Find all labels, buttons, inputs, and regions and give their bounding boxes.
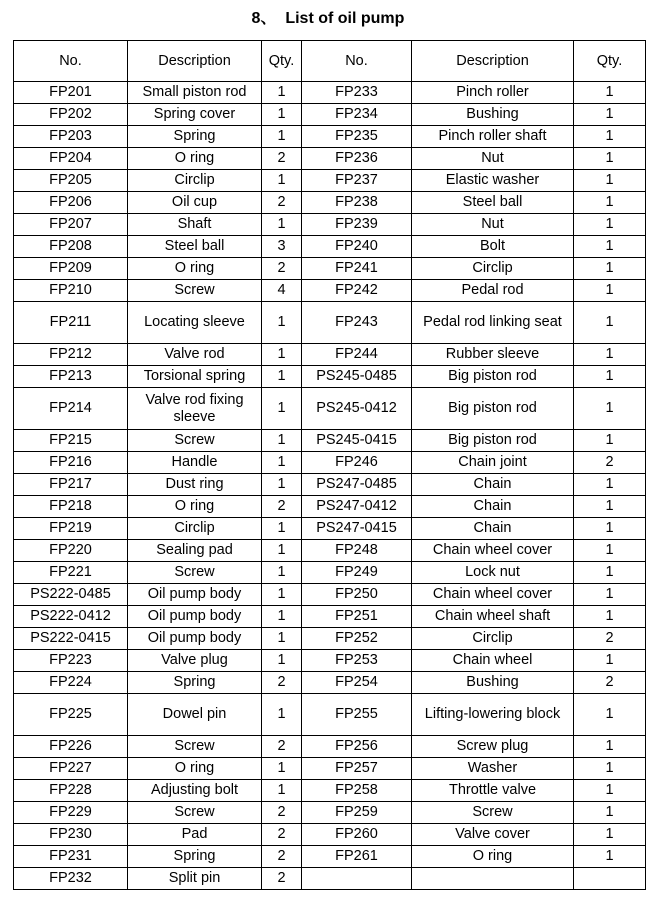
qty-cell-right: 1 <box>574 366 646 388</box>
table-row <box>14 236 646 258</box>
description-cell-right: Chain wheel <box>412 650 574 672</box>
table-row <box>14 802 646 824</box>
table-row <box>14 650 646 672</box>
description-cell-left: Torsional spring <box>128 366 262 388</box>
qty-cell-left: 1 <box>262 628 302 650</box>
table-row <box>14 606 646 628</box>
qty-cell-right: 1 <box>574 474 646 496</box>
part-no-cell-right: FP248 <box>302 540 412 562</box>
qty-cell-left: 3 <box>262 236 302 258</box>
table-row <box>14 388 646 430</box>
description-cell-right: Nut <box>412 148 574 170</box>
table-row <box>14 824 646 846</box>
description-cell-right: O ring <box>412 846 574 868</box>
part-no-cell-left: FP224 <box>14 672 128 694</box>
qty-cell-left: 1 <box>262 452 302 474</box>
qty-cell-left: 1 <box>262 170 302 192</box>
table-row <box>14 148 646 170</box>
description-cell-left: Circlip <box>128 518 262 540</box>
description-cell-left: Spring <box>128 672 262 694</box>
qty-cell-left: 2 <box>262 672 302 694</box>
part-no-cell-left: FP202 <box>14 104 128 126</box>
part-no-cell-left: FP212 <box>14 344 128 366</box>
qty-cell-right: 1 <box>574 236 646 258</box>
description-cell-left: Screw <box>128 430 262 452</box>
part-no-cell-right: FP249 <box>302 562 412 584</box>
table-row <box>14 82 646 104</box>
part-no-cell-right: FP241 <box>302 258 412 280</box>
description-cell-right: Bushing <box>412 104 574 126</box>
description-cell-left: Spring <box>128 846 262 868</box>
table-row <box>14 672 646 694</box>
qty-cell-right: 1 <box>574 846 646 868</box>
part-no-cell-left: FP231 <box>14 846 128 868</box>
table-row <box>14 452 646 474</box>
header-description-right: Description <box>412 41 574 82</box>
part-no-cell-left: FP214 <box>14 388 128 430</box>
qty-cell-right: 1 <box>574 258 646 280</box>
qty-cell-right: 1 <box>574 736 646 758</box>
qty-cell-left: 2 <box>262 496 302 518</box>
table-row <box>14 868 646 890</box>
description-cell-right: Pedal rod <box>412 280 574 302</box>
part-no-cell-left: FP204 <box>14 148 128 170</box>
part-no-cell-left: FP216 <box>14 452 128 474</box>
part-no-cell-left: PS222-0415 <box>14 628 128 650</box>
qty-cell-left: 1 <box>262 584 302 606</box>
table-row <box>14 846 646 868</box>
part-no-cell-right: PS247-0412 <box>302 496 412 518</box>
description-cell-right: Chain <box>412 474 574 496</box>
table-row <box>14 302 646 344</box>
description-cell-left: Oil cup <box>128 192 262 214</box>
qty-cell-left: 2 <box>262 192 302 214</box>
description-cell-right: Elastic washer <box>412 170 574 192</box>
part-no-cell-left: FP201 <box>14 82 128 104</box>
header-no-right: No. <box>302 41 412 82</box>
qty-cell-left: 2 <box>262 868 302 890</box>
header-qty-right: Qty. <box>574 41 646 82</box>
qty-cell-left: 1 <box>262 540 302 562</box>
qty-cell-right: 1 <box>574 562 646 584</box>
part-no-cell-left: FP225 <box>14 694 128 736</box>
page-title: 8、 List of oil pump <box>251 10 405 27</box>
description-cell-right: Chain wheel cover <box>412 584 574 606</box>
table-row <box>14 780 646 802</box>
part-no-cell-right: FP237 <box>302 170 412 192</box>
description-cell-left: Spring <box>128 126 262 148</box>
part-no-cell-left: FP223 <box>14 650 128 672</box>
part-no-cell-right: FP256 <box>302 736 412 758</box>
description-cell-left: Adjusting bolt <box>128 780 262 802</box>
part-no-cell-right: FP253 <box>302 650 412 672</box>
qty-cell-left: 1 <box>262 126 302 148</box>
part-no-cell-left: FP211 <box>14 302 128 344</box>
part-no-cell-left: PS222-0485 <box>14 584 128 606</box>
table-row <box>14 584 646 606</box>
description-cell-left: Circlip <box>128 170 262 192</box>
qty-cell-left: 2 <box>262 846 302 868</box>
description-cell-right: Big piston rod <box>412 366 574 388</box>
description-cell-left: Screw <box>128 802 262 824</box>
description-cell-right: Big piston rod <box>412 430 574 452</box>
description-cell-right: Steel ball <box>412 192 574 214</box>
description-cell-left: O ring <box>128 258 262 280</box>
part-no-cell-left: FP219 <box>14 518 128 540</box>
table-row <box>14 430 646 452</box>
part-no-cell-right: PS247-0485 <box>302 474 412 496</box>
part-no-cell-left: FP205 <box>14 170 128 192</box>
part-no-cell-left: FP229 <box>14 802 128 824</box>
qty-cell-left: 1 <box>262 104 302 126</box>
oil-pump-parts-table <box>13 40 646 890</box>
qty-cell-left: 1 <box>262 388 302 430</box>
part-no-cell-right: FP243 <box>302 302 412 344</box>
qty-cell-left: 1 <box>262 82 302 104</box>
description-cell-right: Washer <box>412 758 574 780</box>
qty-cell-left: 1 <box>262 366 302 388</box>
description-cell-left: O ring <box>128 496 262 518</box>
part-no-cell-left: FP207 <box>14 214 128 236</box>
description-cell-left: Shaft <box>128 214 262 236</box>
description-cell-left: Dowel pin <box>128 694 262 736</box>
qty-cell-right: 2 <box>574 672 646 694</box>
description-cell-right: Lifting-lowering block <box>412 694 574 736</box>
qty-cell-left: 1 <box>262 758 302 780</box>
table-row <box>14 344 646 366</box>
part-no-cell-right: FP261 <box>302 846 412 868</box>
qty-cell-right: 1 <box>574 650 646 672</box>
qty-cell-right: 1 <box>574 758 646 780</box>
table-row <box>14 280 646 302</box>
table-row <box>14 126 646 148</box>
qty-cell-right: 1 <box>574 496 646 518</box>
description-cell-right: Chain <box>412 518 574 540</box>
qty-cell-right: 1 <box>574 430 646 452</box>
part-no-cell-left: FP215 <box>14 430 128 452</box>
description-cell-left: Valve rod <box>128 344 262 366</box>
part-no-cell-left: FP227 <box>14 758 128 780</box>
table-row <box>14 736 646 758</box>
description-cell-right: Nut <box>412 214 574 236</box>
description-cell-left: Valve rod fixing sleeve <box>128 388 262 430</box>
description-cell-right: Circlip <box>412 258 574 280</box>
description-cell-left: Small piston rod <box>128 82 262 104</box>
part-no-cell-right: FP246 <box>302 452 412 474</box>
part-no-cell-right: FP250 <box>302 584 412 606</box>
header-qty-left: Qty. <box>262 41 302 82</box>
table-row <box>14 104 646 126</box>
description-cell-left: Pad <box>128 824 262 846</box>
description-cell-left: Screw <box>128 280 262 302</box>
qty-cell-left: 1 <box>262 302 302 344</box>
part-no-cell-right: FP235 <box>302 126 412 148</box>
qty-cell-left: 1 <box>262 344 302 366</box>
description-cell-left: O ring <box>128 148 262 170</box>
part-no-cell-left: FP226 <box>14 736 128 758</box>
part-no-cell-left: FP218 <box>14 496 128 518</box>
part-no-cell-right: PS247-0415 <box>302 518 412 540</box>
part-no-cell-right: FP239 <box>302 214 412 236</box>
qty-cell-right: 1 <box>574 606 646 628</box>
table-row <box>14 170 646 192</box>
table-row <box>14 496 646 518</box>
qty-cell-left: 1 <box>262 430 302 452</box>
part-no-cell-right: FP255 <box>302 694 412 736</box>
qty-cell-left: 1 <box>262 780 302 802</box>
part-no-cell-right: FP252 <box>302 628 412 650</box>
qty-cell-right: 2 <box>574 452 646 474</box>
table-row <box>14 214 646 236</box>
description-cell-right: Pedal rod linking seat <box>412 302 574 344</box>
description-cell-right: Bushing <box>412 672 574 694</box>
qty-cell-right: 1 <box>574 126 646 148</box>
table-row <box>14 540 646 562</box>
part-no-cell-right: FP234 <box>302 104 412 126</box>
part-no-cell-right: FP238 <box>302 192 412 214</box>
part-no-cell-left: FP232 <box>14 868 128 890</box>
description-cell-right: Pinch roller shaft <box>412 126 574 148</box>
part-no-cell-right: FP236 <box>302 148 412 170</box>
description-cell-right: Chain wheel cover <box>412 540 574 562</box>
part-no-cell-right: PS245-0485 <box>302 366 412 388</box>
qty-cell-right: 1 <box>574 82 646 104</box>
part-no-cell-right: FP258 <box>302 780 412 802</box>
table-body <box>14 82 646 890</box>
qty-cell-right: 1 <box>574 540 646 562</box>
qty-cell-left: 2 <box>262 802 302 824</box>
description-cell-left: Oil pump body <box>128 584 262 606</box>
qty-cell-left: 1 <box>262 214 302 236</box>
qty-cell-right: 1 <box>574 518 646 540</box>
part-no-cell-left: FP208 <box>14 236 128 258</box>
table-header-row <box>14 41 646 82</box>
part-no-cell-right: FP242 <box>302 280 412 302</box>
table-row <box>14 366 646 388</box>
qty-cell-left: 1 <box>262 562 302 584</box>
description-cell-left: Steel ball <box>128 236 262 258</box>
part-no-cell-right: FP260 <box>302 824 412 846</box>
qty-cell-left: 1 <box>262 694 302 736</box>
description-cell-left: Oil pump body <box>128 628 262 650</box>
description-cell-left: Handle <box>128 452 262 474</box>
table-row <box>14 258 646 280</box>
qty-cell-right: 1 <box>574 584 646 606</box>
description-cell-left: Valve plug <box>128 650 262 672</box>
part-no-cell-left: FP210 <box>14 280 128 302</box>
part-no-cell-right: FP233 <box>302 82 412 104</box>
part-no-cell-right <box>302 868 412 890</box>
header-description-left: Description <box>128 41 262 82</box>
qty-cell-right: 1 <box>574 388 646 430</box>
description-cell-right: Lock nut <box>412 562 574 584</box>
description-cell-left: Oil pump body <box>128 606 262 628</box>
description-cell-right: Chain wheel shaft <box>412 606 574 628</box>
qty-cell-left: 2 <box>262 258 302 280</box>
part-no-cell-right: FP257 <box>302 758 412 780</box>
qty-cell-right <box>574 868 646 890</box>
description-cell-left: Sealing pad <box>128 540 262 562</box>
part-no-cell-right: FP254 <box>302 672 412 694</box>
table-row <box>14 628 646 650</box>
table-row <box>14 758 646 780</box>
qty-cell-right: 1 <box>574 104 646 126</box>
description-cell-right: Chain <box>412 496 574 518</box>
description-cell-left: Locating sleeve <box>128 302 262 344</box>
description-cell-right: Circlip <box>412 628 574 650</box>
description-cell-right: Chain joint <box>412 452 574 474</box>
description-cell-right: Screw <box>412 802 574 824</box>
qty-cell-right: 1 <box>574 192 646 214</box>
description-cell-left: Screw <box>128 562 262 584</box>
description-cell-right: Pinch roller <box>412 82 574 104</box>
qty-cell-left: 1 <box>262 518 302 540</box>
table-row <box>14 518 646 540</box>
qty-cell-left: 1 <box>262 606 302 628</box>
part-no-cell-right: PS245-0415 <box>302 430 412 452</box>
part-no-cell-left: FP203 <box>14 126 128 148</box>
qty-cell-right: 1 <box>574 802 646 824</box>
description-cell-right: Throttle valve <box>412 780 574 802</box>
header-no-left: No. <box>14 41 128 82</box>
description-cell-left: Dust ring <box>128 474 262 496</box>
table-row <box>14 562 646 584</box>
part-no-cell-right: PS245-0412 <box>302 388 412 430</box>
description-cell-right <box>412 868 574 890</box>
qty-cell-right: 1 <box>574 214 646 236</box>
qty-cell-right: 1 <box>574 824 646 846</box>
part-no-cell-left: FP213 <box>14 366 128 388</box>
part-no-cell-left: FP221 <box>14 562 128 584</box>
qty-cell-left: 2 <box>262 148 302 170</box>
qty-cell-right: 1 <box>574 780 646 802</box>
qty-cell-right: 1 <box>574 280 646 302</box>
table-row <box>14 694 646 736</box>
qty-cell-right: 1 <box>574 344 646 366</box>
part-no-cell-right: FP244 <box>302 344 412 366</box>
description-cell-left: Split pin <box>128 868 262 890</box>
qty-cell-left: 1 <box>262 650 302 672</box>
table-row <box>14 192 646 214</box>
qty-cell-left: 2 <box>262 736 302 758</box>
qty-cell-right: 1 <box>574 170 646 192</box>
part-no-cell-right: FP251 <box>302 606 412 628</box>
part-no-cell-left: FP209 <box>14 258 128 280</box>
description-cell-left: O ring <box>128 758 262 780</box>
qty-cell-right: 1 <box>574 694 646 736</box>
qty-cell-right: 2 <box>574 628 646 650</box>
description-cell-right: Valve cover <box>412 824 574 846</box>
qty-cell-right: 1 <box>574 148 646 170</box>
part-no-cell-left: FP217 <box>14 474 128 496</box>
part-no-cell-left: FP228 <box>14 780 128 802</box>
part-no-cell-left: PS222-0412 <box>14 606 128 628</box>
part-no-cell-left: FP206 <box>14 192 128 214</box>
part-no-cell-right: FP240 <box>302 236 412 258</box>
description-cell-right: Rubber sleeve <box>412 344 574 366</box>
part-no-cell-left: FP220 <box>14 540 128 562</box>
qty-cell-right: 1 <box>574 302 646 344</box>
table-row <box>14 474 646 496</box>
qty-cell-left: 4 <box>262 280 302 302</box>
part-no-cell-left: FP230 <box>14 824 128 846</box>
qty-cell-left: 1 <box>262 474 302 496</box>
description-cell-left: Spring cover <box>128 104 262 126</box>
description-cell-right: Big piston rod <box>412 388 574 430</box>
description-cell-left: Screw <box>128 736 262 758</box>
part-no-cell-right: FP259 <box>302 802 412 824</box>
description-cell-right: Screw plug <box>412 736 574 758</box>
qty-cell-left: 2 <box>262 824 302 846</box>
description-cell-right: Bolt <box>412 236 574 258</box>
